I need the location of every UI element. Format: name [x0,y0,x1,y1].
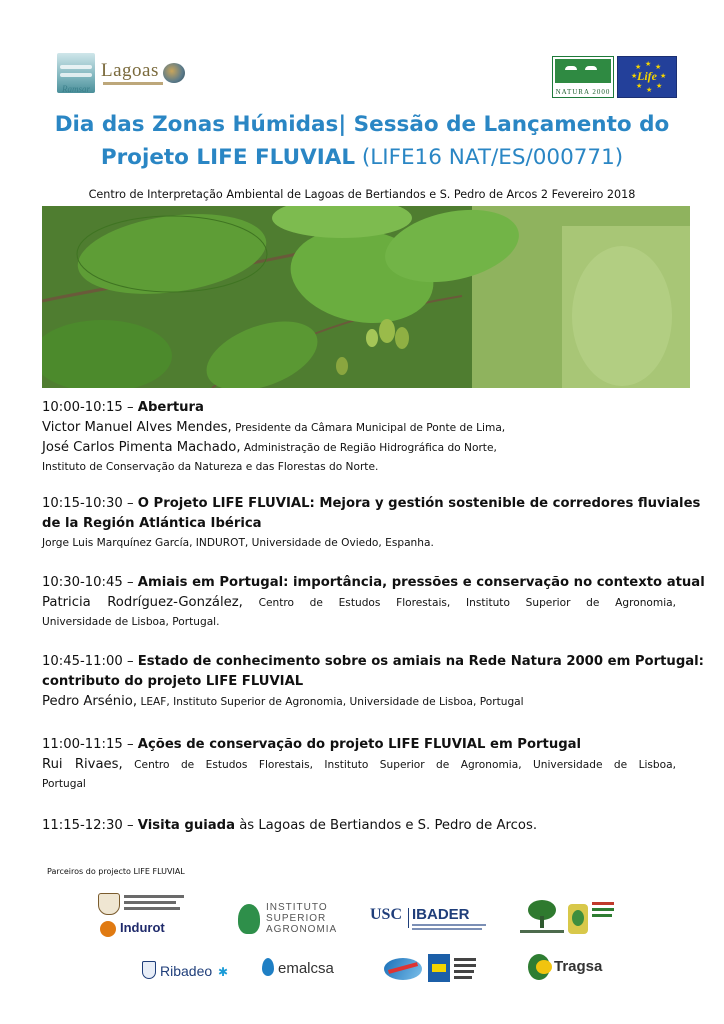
water-drop-icon [262,958,274,976]
title-line-1: Dia das Zonas Húmidas| Sessão de Lançamento do [54,112,670,137]
speaker [42,755,676,775]
usc-ibader-logo: USC IBADER [370,906,488,934]
speaker-affiliation: Portugal [42,778,86,790]
emalcsa-logo: emalcsa [262,956,352,984]
ribadeo-logo: Ribadeo ✱ [140,955,230,987]
speaker-affiliation: Presidente da Câmara Municipal de Ponte de Lima, [231,422,506,434]
speaker-name: Rui Rivaes, [42,757,123,772]
agenda-title: Abertura [137,400,204,415]
agenda-item-heading [42,735,676,755]
agenda-item-heading [42,652,704,672]
event-venue-date: Centro de Interpretação Ambiental de Lagoas de Bertiandos e S. Pedro de Arcos 2 Fevereiro 2018 [88,188,636,201]
speaker-affiliation: Centro de Estudos Florestais, Instituto Superior de Agronomia, [242,597,677,609]
title-project-code: (LIFE16 NAT/ES/000771) [355,145,624,170]
agenda-time: 10:45-11:00 – [42,654,138,669]
natura-2000-logo: NATURA 2000 [552,56,614,98]
speaker-affiliation: LEAF, Instituto Superior de Agronomia, Universidade de Lisboa, Portugal [137,696,524,708]
agenda-title-continued: de la Región Atlántica Ibérica [42,516,262,531]
speaker-affiliation: Instituto de Conservação da Natureza e das Florestas do Norte. [42,461,379,473]
reserva-ribeira-logo [428,954,478,986]
agenda-title: Ações de conservação do projeto LIFE FLUVIAL em Portugal [137,737,582,752]
partners-heading: Parceiros do projecto LIFE FLUVIAL [47,867,185,876]
star-icon: ✱ [218,965,229,979]
agenda-time: 11:15-12:30 – [42,818,138,833]
lagoas-logo [101,60,187,92]
indurot-logo-text: Indurot [120,920,165,935]
bird-icon [585,66,597,70]
agenda-item [42,573,705,632]
speaker [42,692,676,712]
agenda-time: 10:30-10:45 – [42,575,138,590]
lagoas-logo-text: Lagoas [101,60,159,81]
agenda-item-heading [42,573,705,593]
isa-logo: INSTITUTO SUPERIOR AGRONOMIA [238,900,334,944]
speaker-affiliation: Administração de Região Hidrográfica do Norte, [240,442,497,454]
agenda-title-rest: às Lagoas de Bertiandos e S. Pedro de Arcos. [235,818,538,833]
ramsar-logo [57,53,95,93]
agenda-item [42,652,704,712]
speaker-name: Victor Manuel Alves Mendes, [42,420,232,435]
speaker-name: Patricia Rodríguez-González, [42,595,243,610]
marinas-betanzos-logo [520,900,564,938]
agenda-item-heading [42,494,701,514]
speaker [42,438,676,458]
crest-icon [98,893,120,915]
title-project-name: Projeto LIFE FLUVIAL [100,145,356,170]
agenda-item-heading [42,816,676,836]
agenda-time: 11:00-11:15 – [42,737,138,752]
speaker [42,593,676,613]
agenda-item [42,398,676,477]
leaf-icon [238,904,260,934]
agenda-title: Amiais em Portugal: importância, pressões e conservação no contexto atual [137,575,705,590]
speaker [42,418,676,438]
tragsa-logo: Tragsa [528,952,612,986]
page-title [0,108,724,174]
agenda-time: 10:00-10:15 – [42,400,138,415]
bird-icon [565,66,577,70]
agenda-item [42,816,676,836]
indurot-logo [96,893,186,943]
crest-icon [142,961,156,979]
bird-emblem-icon [163,63,185,83]
agenda-title: Visita guiada [137,818,235,833]
speaker-affiliation: Universidade de Lisboa, Portugal. [42,616,220,628]
agenda-title: Estado de conhecimento sobre os amiais na Rede Natura 2000 em Portugal: [137,654,704,669]
speaker-name: José Carlos Pimenta Machado, [42,440,241,455]
interfluvia-logo [384,952,424,986]
ramsar-logo-text: Ramsar [61,84,90,94]
alder-leaves-photo [42,206,690,388]
agenda-time: 10:15-10:30 – [42,496,138,511]
agenda-title-continued: contributo do projeto LIFE FLUVIAL [42,674,304,689]
eu-life-logo: ★ ★ ★ ★ ★ ★ ★ ★ Life [617,56,677,98]
speaker-name: Pedro Arsénio, [42,694,138,709]
agenda-title: O Projeto LIFE FLUVIAL: Mejora y gestión sostenible de corredores fluviales [137,496,701,511]
speaker-affiliation: Centro de Estudos Florestais, Instituto Superior de Agronomia, Universidade de Lisboa, [122,759,676,771]
reserva-biosfera-logo [566,900,616,940]
speaker: Jorge Luis Marquínez García, INDUROT, Universidade de Oviedo, Espanha. [42,537,434,549]
agenda-item [42,494,701,553]
agenda-item [42,735,676,794]
agenda-item-heading [42,398,676,418]
title-line-2 [0,141,724,174]
